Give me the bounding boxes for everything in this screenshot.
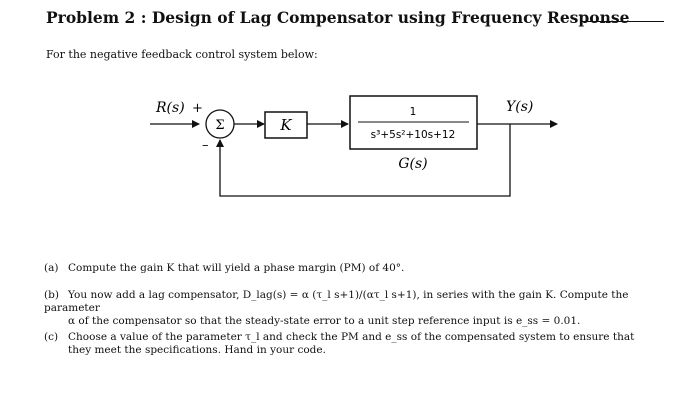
- plant-numerator: 1: [409, 106, 417, 118]
- question-text-continued: they meet the specifications. Hand in your code.: [68, 344, 326, 356]
- sum-symbol: Σ: [215, 118, 225, 133]
- question-label: (c): [44, 331, 59, 343]
- question-label: (b): [44, 289, 59, 301]
- question-text-continued: α of the compensator so that the steady-state error to a unit step reference input is e_ss = 0.01.: [68, 315, 581, 327]
- question-a: [44, 262, 674, 275]
- question-text: Choose a value of the parameter τ_l and check the PM and e_ss of the compensated system to ensure that: [68, 331, 635, 343]
- output-label: Y(s): [506, 99, 534, 115]
- question-c: [44, 331, 674, 357]
- question-text: You now add a lag compensator, D_lag(s) = α (τ_l s+1)/(ατ_l s+1), in series with the gain K. Compute the parameter: [44, 289, 629, 314]
- minus-sign: –: [202, 138, 209, 153]
- gain-label: K: [280, 116, 292, 134]
- problem-title: Problem 2 : Design of Lag Compensator using Frequency Response: [46, 8, 630, 27]
- question-label: (a): [44, 262, 59, 274]
- plant-label: G(s): [398, 156, 428, 172]
- plus-sign: +: [192, 101, 203, 116]
- intro-text: For the negative feedback control system below:: [46, 48, 318, 61]
- plant-denominator: s³+5s²+10s+12: [370, 129, 456, 141]
- input-label: R(s): [156, 100, 185, 116]
- question-b: [44, 289, 674, 328]
- question-text: Compute the gain K that will yield a phase margin (PM) of 40°.: [68, 262, 405, 274]
